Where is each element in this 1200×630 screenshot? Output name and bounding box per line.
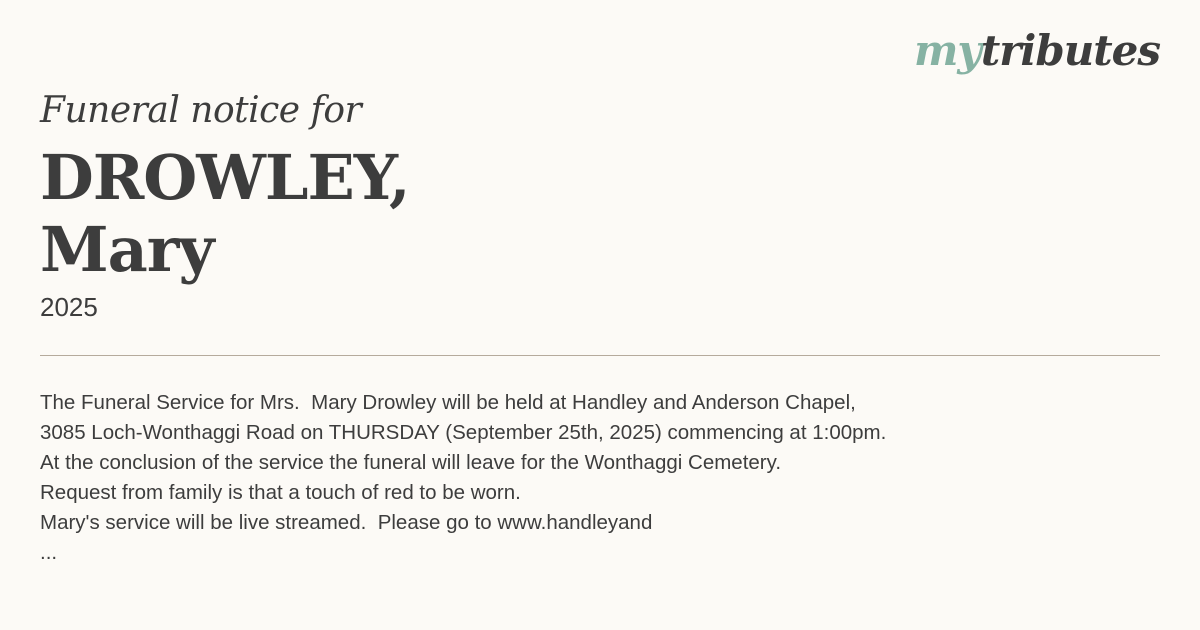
body-line: 3085 Loch-Wonthaggi Road on THURSDAY (September 25th, 2025) commencing at 1:00pm. (40, 421, 887, 444)
surname: DROWLEY, (40, 141, 410, 214)
body-line: Request from family is that a touch of red to be worn. (40, 481, 521, 504)
body-line: Mary's service will be live streamed. Please go to www.handleyand (40, 511, 653, 534)
divider (40, 355, 1160, 356)
notice-body (40, 388, 1160, 568)
deceased-name (40, 142, 410, 286)
notice-year: 2025 (40, 292, 98, 322)
body-line: The Funeral Service for Mrs. Mary Drowley will be held at Handley and Anderson Chapel, (40, 391, 856, 414)
mytributes-logo[interactable] (913, 26, 1160, 75)
body-ellipsis: ... (40, 541, 58, 564)
given-name: Mary (40, 213, 214, 286)
body-line: At the conclusion of the service the funeral will leave for the Wonthaggi Cemetery. (40, 451, 782, 474)
notice-label: Funeral notice for (40, 90, 362, 131)
logo-tributes: tributes (980, 26, 1160, 75)
logo-my: my (913, 26, 981, 75)
